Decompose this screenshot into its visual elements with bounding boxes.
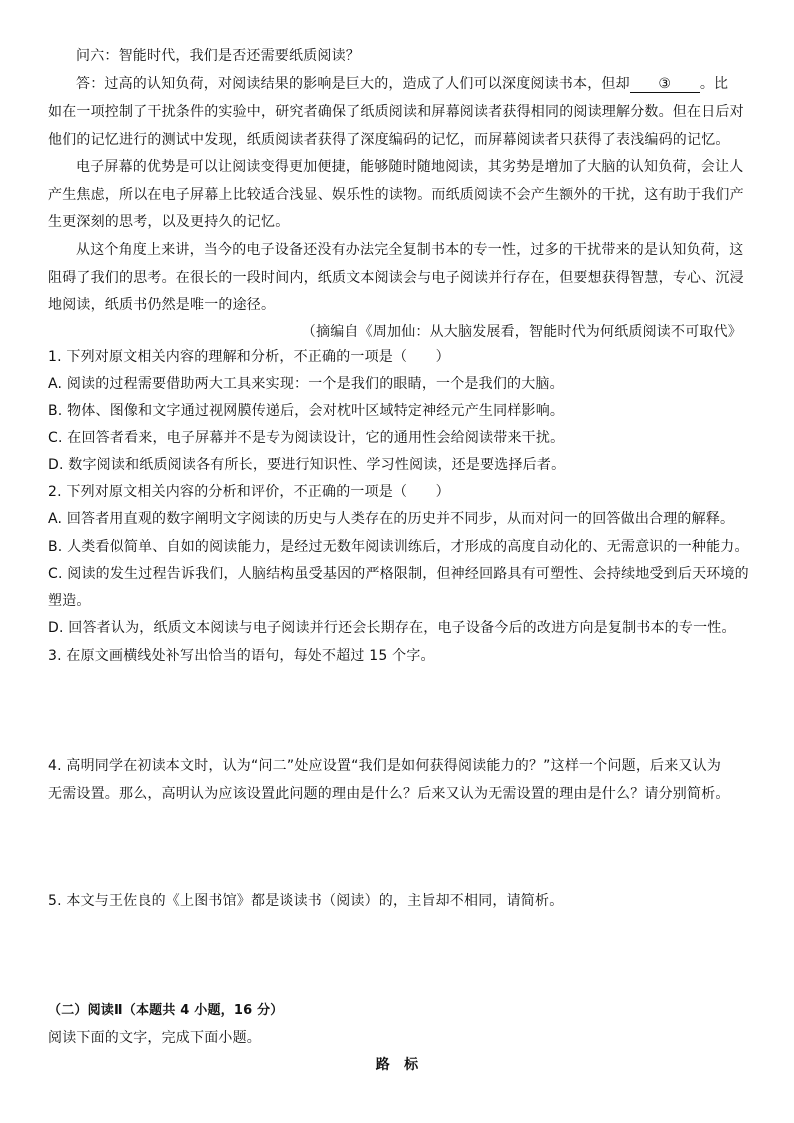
answer-text-b: 。比 bbox=[699, 76, 729, 92]
question-5: 5. 本文与王佐良的《上图书馆》都是谈读书（阅读）的，主旨却不相同，请简析。 bbox=[48, 893, 564, 909]
answer-line-1 bbox=[76, 74, 746, 94]
fill-blank-3 bbox=[630, 76, 700, 93]
question-six-heading: 问六：智能时代，我们是否还需要纸质阅读？ bbox=[76, 48, 360, 64]
question-2: 2. 下列对原文相关内容的分析和评价，不正确的一项是（ ） bbox=[48, 484, 450, 500]
question-1-option-c: C. 在回答者看来，电子屏幕并不是专为阅读设计，它的通用性会给阅读带来干扰。 bbox=[48, 430, 565, 446]
question-1-option-a: A. 阅读的过程需要借助两大工具来实现：一个是我们的眼睛，一个是我们的大脑。 bbox=[48, 376, 564, 392]
question-1-option-d: D. 数字阅读和纸质阅读各有所长，要进行知识性、学习性阅读，还是要选择后者。 bbox=[48, 457, 566, 473]
source-citation: （摘编自《周加仙：从大脑发展看，智能时代为何纸质阅读不可取代》 bbox=[301, 324, 742, 340]
question-4-line-2: 无需设置。那么，高明认为应该设置此问题的理由是什么？后来又认为无需设置的理由是什么？请分别简析。 bbox=[48, 786, 730, 802]
paragraph-2-line-2: 产生焦虑，所以在电子屏幕上比较适合浅显、娱乐性的读物。而纸质阅读不会产生额外的干扰，这有助于我们产 bbox=[48, 187, 744, 203]
question-2-option-b: B. 人类看似简单、自如的阅读能力，是经过无数年阅读训练后，才形成的高度自动化的、无需意识的一种能力。 bbox=[48, 539, 749, 555]
paragraph-3-line-3: 地阅读，纸质书仍然是唯一的途径。 bbox=[48, 297, 276, 313]
question-2-option-c-line-1: C. 阅读的发生过程告诉我们，人脑结构虽受基因的严格限制，但神经回路具有可塑性、会持续地受到后天环境的 bbox=[48, 566, 749, 582]
blank-marker: ③ bbox=[658, 76, 672, 92]
question-2-option-a: A. 回答者用直观的数字阐明文字阅读的历史与人类存在的历史并不同步，从而对问一的回答做出合理的解释。 bbox=[48, 511, 735, 527]
section-2-instruction: 阅读下面的文字，完成下面小题。 bbox=[48, 1030, 261, 1046]
answer-line-2: 如在一项控制了干扰条件的实验中，研究者确保了纸质阅读和屏幕阅读者获得相同的阅读理解分数。但在日后对 bbox=[48, 104, 744, 120]
question-3: 3. 在原文画横线处补写出恰当的语句，每处不超过 15 个字。 bbox=[48, 648, 435, 664]
passage-title: 路 标 bbox=[375, 1057, 419, 1073]
question-1-option-b: B. 物体、图像和文字通过视网膜传递后，会对枕叶区域特定神经元产生同样影响。 bbox=[48, 403, 565, 419]
answer-line-3: 他们的记忆进行的测试中发现，纸质阅读者获得了深度编码的记忆，而屏幕阅读者只获得了表浅编码的记忆。 bbox=[48, 132, 730, 148]
paragraph-3-line-1: 从这个角度上来讲，当今的电子设备还没有办法完全复制书本的专一性，过多的干扰带来的是认知负荷，这 bbox=[76, 242, 744, 258]
question-2-option-c-line-2: 塑造。 bbox=[48, 593, 91, 609]
paragraph-3-line-2: 阻碍了我们的思考。在很长的一段时间内，纸质文本阅读会与电子阅读并行存在，但要想获得智慧，专心、沉浸 bbox=[48, 270, 744, 286]
question-2-option-d: D. 回答者认为，纸质文本阅读与电子阅读并行还会长期存在，电子设备今后的改进方向是复制书本的专一性。 bbox=[48, 620, 736, 636]
section-2-heading: （二）阅读Ⅱ（本题共 4 小题，16 分） bbox=[48, 1003, 284, 1018]
answer-text-a: 答：过高的认知负荷，对阅读结果的影响是巨大的，造成了人们可以深度阅读书本，但却 bbox=[76, 76, 630, 92]
question-1: 1. 下列对原文相关内容的理解和分析，不正确的一项是（ ） bbox=[48, 349, 450, 365]
paragraph-2-line-1: 电子屏幕的优势是可以让阅读变得更加便捷，能够随时随地阅读，其劣势是增加了大脑的认知负荷，会让人 bbox=[76, 159, 744, 175]
question-4-line-1: 4. 高明同学在初读本文时，认为“问二”处应设置“我们是如何获得阅读能力的？”这样一个问题，后来又认为 bbox=[48, 758, 722, 774]
paragraph-2-line-3: 生更深刻的思考，以及更持久的记忆。 bbox=[48, 214, 290, 230]
